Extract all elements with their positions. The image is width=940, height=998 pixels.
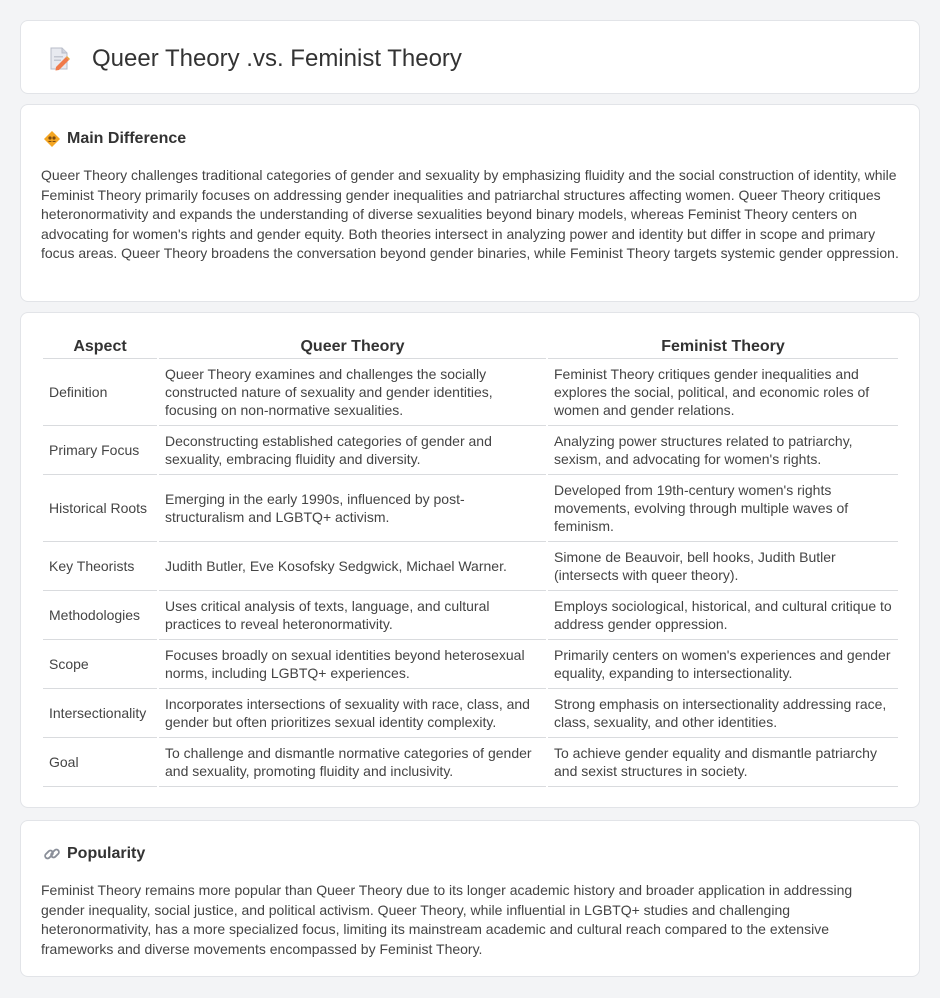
feminist-cell: Primarily centers on women's experiences and gender equality, expanding to intersectionality. [548, 640, 898, 689]
table-row [43, 542, 898, 591]
comparison-table [41, 337, 900, 787]
feminist-cell: Simone de Beauvoir, bell hooks, Judith Butler (intersects with queer theory). [548, 542, 898, 591]
feminist-cell: To achieve gender equality and dismantle patriarchy and sexist structures in society. [548, 738, 898, 787]
main-difference-heading: Main Difference [67, 130, 187, 147]
queer-cell: Uses critical analysis of texts, language, and cultural practices to reveal heteronormativity. [159, 591, 546, 640]
aspect-cell: Scope [43, 640, 157, 689]
aspect-cell: Methodologies [43, 591, 157, 640]
aspect-cell: Primary Focus [43, 426, 157, 475]
popularity-heading: Popularity [67, 845, 146, 862]
aspect-cell: Goal [43, 738, 157, 787]
feminist-cell: Feminist Theory critiques gender inequalities and explores the social, political, and economic roles of women and gender relations. [548, 359, 898, 426]
link-icon [43, 845, 61, 863]
feminist-cell: Strong emphasis on intersectionality addressing race, class, sexuality, and other identities. [548, 689, 898, 738]
diamond-people-icon [43, 130, 61, 148]
aspect-cell: Key Theorists [43, 542, 157, 591]
queer-cell: To challenge and dismantle normative categories of gender and sexuality, promoting fluidity and inclusivity. [159, 738, 546, 787]
queer-cell: Focuses broadly on sexual identities beyond heterosexual norms, including LGBTQ+ experiences. [159, 640, 546, 689]
table-row [43, 426, 898, 475]
header-feminist-theory: Feminist Theory [548, 337, 898, 359]
table-row [43, 359, 898, 426]
table-row [43, 475, 898, 542]
main-difference-text: Queer Theory challenges traditional categories of gender and sexuality by emphasizing fluidity and the social construction of identity, while Feminist Theory primarily focuses on addressing gender inequalities and patriarchal structures affecting women. Queer Theory critiques heteronormativity and expands the understanding of diverse sexualities beyond binary models, whereas Feminist Theory centers on advocating for women's rights and gender equity. Both theories intersect in analyzing power and identity but differ in scope and primary focus areas. Queer Theory broadens the conversation beyond gender binaries, while Feminist Theory targets systemic gender oppression. [41, 167, 899, 261]
main-difference-card [20, 104, 920, 302]
feminist-cell: Developed from 19th-century women's rights movements, evolving through multiple waves of feminism. [548, 475, 898, 542]
page-title: Queer Theory .vs. Feminist Theory [92, 45, 462, 72]
popularity-text: Feminist Theory remains more popular than Queer Theory due to its longer academic history and broader application in addressing gender inequality, social justice, and political activism. Queer Theory, while influential in LGBTQ+ studies and challenging heteronormativity, has a more specialized focus, limiting its mainstream academic and cultural reach compared to the extensive frameworks and diverse movements encompassed by Feminist Theory. [41, 882, 853, 957]
comparison-card [20, 312, 920, 808]
document-pencil-icon [48, 47, 70, 71]
aspect-cell: Intersectionality [43, 689, 157, 738]
queer-cell: Emerging in the early 1990s, influenced by post-structuralism and LGBTQ+ activism. [159, 475, 546, 542]
aspect-cell: Historical Roots [43, 475, 157, 542]
popularity-card [20, 820, 920, 977]
header-card [20, 20, 920, 94]
queer-cell: Incorporates intersections of sexuality with race, class, and gender but often prioritizes sexual identity complexity. [159, 689, 546, 738]
aspect-cell: Definition [43, 359, 157, 426]
feminist-cell: Analyzing power structures related to patriarchy, sexism, and advocating for women's rights. [548, 426, 898, 475]
table-header-row [43, 337, 898, 359]
table-row [43, 640, 898, 689]
feminist-cell: Employs sociological, historical, and cultural critique to address gender oppression. [548, 591, 898, 640]
queer-cell: Queer Theory examines and challenges the socially constructed nature of sexuality and gender identities, focusing on non-normative sexualities. [159, 359, 546, 426]
table-row [43, 689, 898, 738]
queer-cell: Deconstructing established categories of gender and sexuality, embracing fluidity and diversity. [159, 426, 546, 475]
table-row [43, 591, 898, 640]
header-queer-theory: Queer Theory [159, 337, 546, 359]
table-row [43, 738, 898, 787]
header-aspect: Aspect [43, 337, 157, 359]
queer-cell: Judith Butler, Eve Kosofsky Sedgwick, Michael Warner. [159, 542, 546, 591]
